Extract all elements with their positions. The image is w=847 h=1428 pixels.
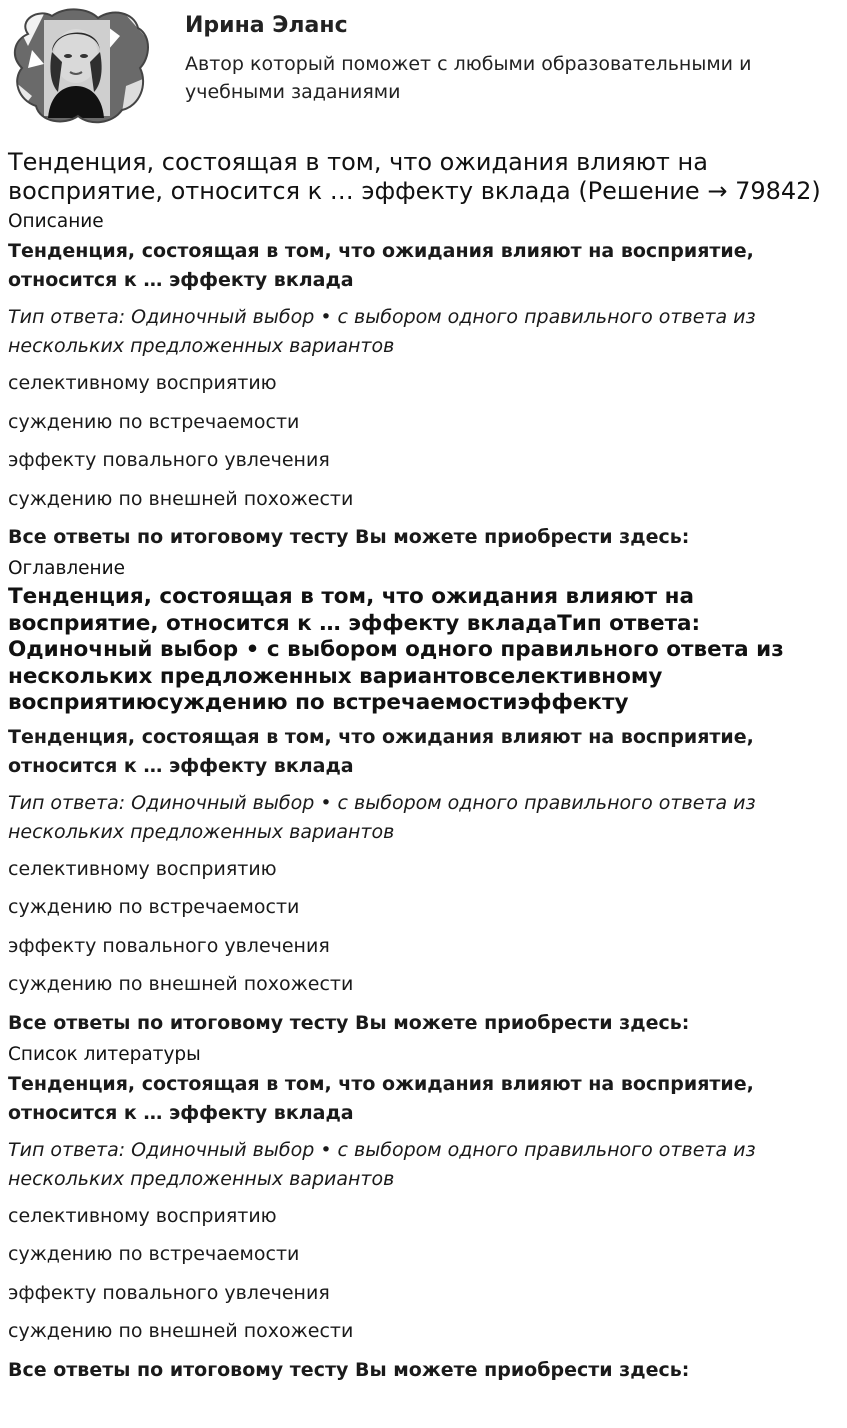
question-text: Тенденция, состоящая в том, что ожидания влияют на восприятие, относится к … эффекту вклада [8, 725, 754, 777]
author-description: Автор который поможет с любыми образовательными и учебными заданиями [185, 53, 752, 103]
answer-option: селективному восприятию [8, 372, 277, 394]
answer-option: суждению по внешней похожести [8, 973, 354, 995]
question-text: Тенденция, состоящая в том, что ожидания влияют на восприятие, относится к … эффекту вклада [8, 240, 754, 291]
page [8, 0, 839, 1391]
literature-section [8, 1044, 839, 1385]
toc-section [8, 558, 839, 1038]
toc-heading: Тенденция, состоящая в том, что ожидания влияют на восприятие, относится к … эффекту вкладаТип ответа: Одиночный выбор • с выбором одного правильного ответа из нескольких предложенных вариантовселективному восприятиюсуждению по встречаемостиэффекту [8, 584, 784, 715]
answer-option: селективному восприятию [8, 1204, 277, 1227]
purchase-cta: Все ответы по итоговому тесту Вы можете приобрести здесь: [8, 1011, 690, 1034]
answer-option: суждению по внешней похожести [8, 487, 354, 510]
answer-type: Тип ответа: Одиночный выбор • с выбором одного правильного ответа из нескольких предложенных вариантов [8, 791, 756, 843]
author-avatar[interactable] [8, 6, 150, 126]
answer-type: Тип ответа: Одиночный выбор • с выбором одного правильного ответа из нескольких предложенных вариантов [8, 306, 756, 357]
answer-option: суждению по встречаемости [8, 410, 300, 433]
answer-option: эффекту повального увлечения [8, 449, 330, 471]
section-label-literature: Список литературы [8, 1043, 201, 1065]
purchase-cta: Все ответы по итоговому тесту Вы можете приобрести здесь: [8, 1358, 690, 1381]
answer-option: суждению по встречаемости [8, 896, 300, 918]
answer-option: суждению по встречаемости [8, 1243, 300, 1265]
page-title: Тенденция, состоящая в том, что ожидания влияют на восприятие, относится к … эффекту вклада (Решение → 79842) [8, 148, 821, 205]
answer-option: селективному восприятию [8, 857, 277, 880]
question-text: Тенденция, состоящая в том, что ожидания влияют на восприятие, относится к … эффекту вклада [8, 1072, 754, 1124]
section-label-description: Описание [8, 211, 104, 232]
author-name[interactable]: Ирина Эланс [185, 13, 348, 38]
purchase-cta: Все ответы по итоговому тесту Вы можете приобрести здесь: [8, 526, 690, 548]
section-label-toc: Оглавление [8, 558, 126, 579]
author-block [8, 0, 839, 128]
answer-option: эффекту повального увлечения [8, 1281, 330, 1304]
answer-option: эффекту повального увлечения [8, 934, 330, 957]
description-section [8, 211, 839, 552]
answer-type: Тип ответа: Одиночный выбор • с выбором одного правильного ответа из нескольких предложенных вариантов [8, 1138, 756, 1190]
answer-option: суждению по внешней похожести [8, 1320, 354, 1342]
